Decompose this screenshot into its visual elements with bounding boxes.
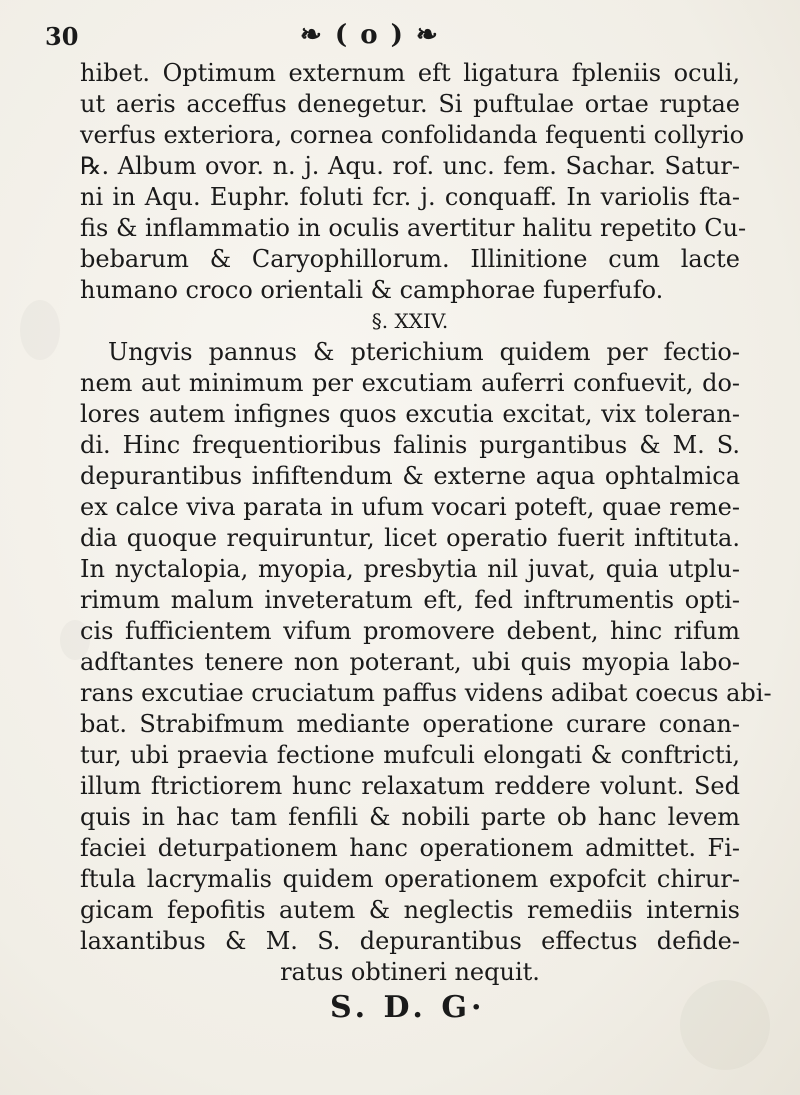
text-line: rans excutiae cruciatum paffus videns adibat coecus abi- (80, 679, 772, 707)
paragraph-2 (80, 337, 772, 988)
page-number: 30 (45, 22, 79, 51)
text-line: dia quoque requiruntur, licet operatio fuerit inftituta. (80, 524, 740, 552)
text-line: lores autem infignes quos excutia excitat, vix toleran- (80, 400, 740, 428)
text-line: rimum malum inveteratum eft, fed inftrumentis opti- (80, 586, 740, 614)
text-line: nem aut minimum per excutiam auferri confuevit, do- (80, 369, 740, 397)
text-line: In nyctalopia, myopia, presbytia nil juvat, quia utplu- (80, 555, 740, 583)
text-line: ratus obtineri nequit. (280, 958, 540, 986)
text-line: gicam fepofitis autem & neglectis remediis internis (80, 896, 740, 924)
text-line: tur, ubi praevia fectione mufculi elongati & conftricti, (80, 741, 740, 769)
text-line: illum ftrictiorem hunc relaxatum reddere volunt. Sed (80, 772, 740, 800)
text-line: Ungvis pannus & pterichium quidem per fectio- (108, 338, 740, 366)
signature: S. D. G· (330, 990, 486, 1025)
text-line: ni in Aqu. Euphr. foluti fcr. j. conquaff. In variolis fta- (80, 183, 740, 211)
text-line: verfus exteriora, cornea confolidanda fequenti collyrio (80, 121, 745, 149)
text-line: adftantes tenere non poterant, ubi quis myopia labo- (80, 648, 740, 676)
text-line: humano croco orientali & camphorae fuperfufo. (80, 276, 664, 304)
text-line: laxantibus & M. S. depurantibus effectus defide- (80, 927, 740, 955)
section-heading: §. XXIV. (371, 309, 449, 333)
text-line: cis fufficientem vifum promovere debent, hinc rifum (80, 617, 740, 645)
text-line: quis in hac tam fenfili & nobili parte ob hanc levem (80, 803, 740, 831)
text-line: hibet. Optimum externum eft ligatura fpleniis oculi, (80, 59, 740, 87)
text-line: depurantibus infiftendum & externe aqua ophtalmica (80, 462, 740, 490)
running-head: ❧ ( o ) ❧ (300, 20, 440, 50)
text-line: ut aeris acceffus denegetur. Si puftulae ortae ruptae (80, 90, 740, 118)
text-line: faciei deturpationem hanc operationem admittet. Fi- (80, 834, 740, 862)
paragraph-1 (80, 58, 747, 306)
text-line: fis & inflammatio in oculis avertitur halitu repetito Cu- (80, 214, 747, 242)
paper-stain (20, 300, 60, 360)
text-line: ℞. Album ovor. n. j. Aqu. rof. unc. fem. Sachar. Satur- (80, 152, 740, 180)
text-line: ftula lacrymalis quidem operationem expofcit chirur- (80, 865, 740, 893)
text-line: ex calce viva parata in ufum vocari poteft, quae reme- (80, 493, 740, 521)
page-header (45, 20, 565, 56)
text-line: di. Hinc frequentioribus falinis purgantibus & M. S. (80, 431, 740, 459)
body-text (80, 58, 772, 1028)
text-line: bebarum & Caryophillorum. Illinitione cum lacte (80, 245, 740, 273)
text-line: bat. Strabifmum mediante operatione curare conan- (80, 710, 740, 738)
